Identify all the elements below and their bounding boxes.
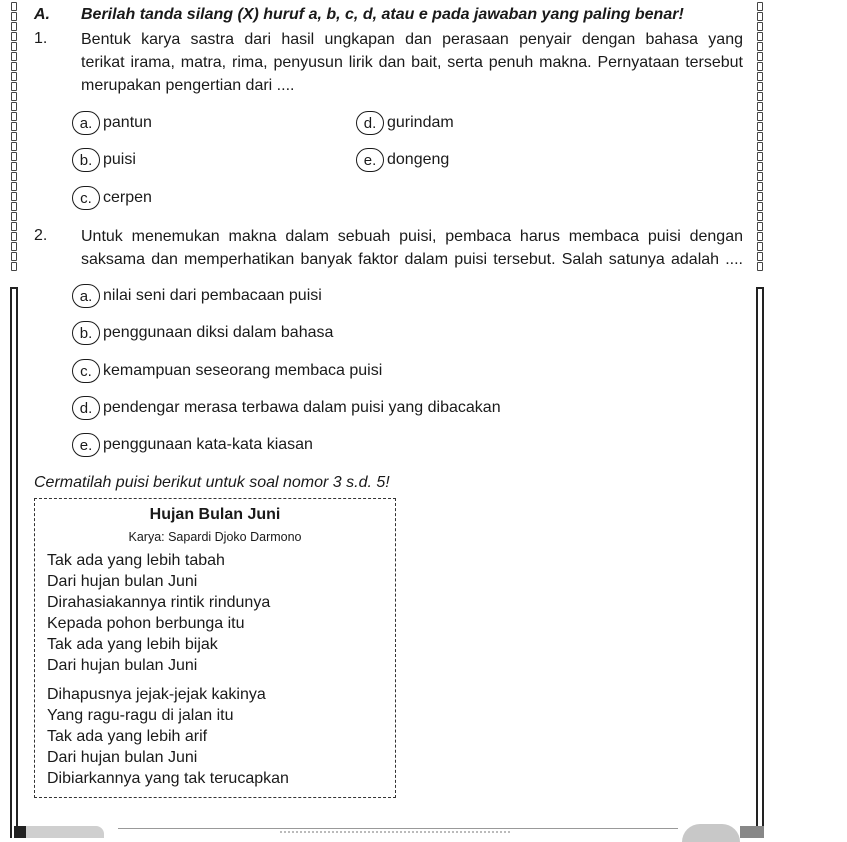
binder-link: [757, 102, 763, 111]
binder-link: [757, 72, 763, 81]
option-label: penggunaan diksi dalam bahasa: [103, 324, 334, 341]
binder-link: [757, 52, 763, 61]
poem-line: Dari hujan bulan Juni: [47, 573, 198, 590]
poem-intro: Cermatilah puisi berikut untuk soal nomor 3 s.d. 5!: [34, 474, 390, 491]
option-label: pendengar merasa terbawa dalam puisi yang dibacakan: [103, 399, 501, 416]
question-number: 1.: [34, 30, 48, 47]
binder-link: [11, 32, 17, 41]
binder-link: [11, 142, 17, 151]
binder-link: [757, 192, 763, 201]
binder-bar: [756, 287, 764, 838]
footer-mark: [14, 826, 26, 838]
option-label: pantun: [103, 114, 152, 131]
poem-author: Karya: Sapardi Djoko Darmono: [128, 530, 302, 544]
poem-line: Dihapusnya jejak-jejak kakinya: [47, 686, 266, 703]
binder-link: [11, 102, 17, 111]
option-letter-circle[interactable]: d.: [356, 111, 384, 135]
option-label: dongeng: [387, 151, 450, 168]
answer-option[interactable]: [356, 110, 454, 136]
footer-tab: [14, 826, 104, 838]
binder-link: [11, 122, 17, 131]
binder-link: [757, 162, 763, 171]
option-label: gurindam: [387, 114, 454, 131]
option-letter-circle[interactable]: d.: [72, 396, 100, 420]
binder-link: [11, 92, 17, 101]
question-number: 2.: [34, 227, 48, 244]
binder-link: [11, 22, 17, 31]
answer-option[interactable]: [72, 110, 152, 136]
option-letter-circle[interactable]: c.: [72, 359, 100, 383]
answer-option[interactable]: [72, 395, 501, 421]
binder-link: [11, 152, 17, 161]
section-letter: A.: [34, 6, 50, 23]
binder-link: [11, 222, 17, 231]
poem-line: Dari hujan bulan Juni: [47, 657, 198, 674]
poem-line: Yang ragu-ragu di jalan itu: [47, 707, 234, 724]
answer-option[interactable]: [72, 147, 136, 173]
binder-link: [11, 252, 17, 261]
option-letter-circle[interactable]: c.: [72, 186, 100, 210]
binder-link: [757, 182, 763, 191]
poem-title: Hujan Bulan Juni: [149, 506, 281, 523]
footer-square: [740, 826, 764, 838]
option-label: cerpen: [103, 189, 152, 206]
binder-link: [757, 242, 763, 251]
binder-link: [11, 132, 17, 141]
binder-link: [757, 2, 763, 11]
poem-line: Kepada pohon berbunga itu: [47, 615, 245, 632]
footer-dots: [280, 831, 510, 833]
section-instruction: Berilah tanda silang (X) huruf a, b, c, d, atau e pada jawaban yang paling benar!: [81, 6, 684, 23]
binder-link: [11, 12, 17, 21]
option-label: kemampuan seseorang membaca puisi: [103, 362, 383, 379]
binder-link: [757, 222, 763, 231]
binder-link: [757, 262, 763, 271]
answer-option[interactable]: [72, 283, 322, 309]
binder-link: [11, 202, 17, 211]
option-letter-circle[interactable]: e.: [356, 148, 384, 172]
binder-link: [757, 252, 763, 261]
binder-link: [757, 132, 763, 141]
binder-link: [11, 242, 17, 251]
question-text-line: terikat irama, matra, rima, penyusun lirik dan bait, serta penuh makna. Pernyataan tersebut: [81, 54, 743, 71]
binder-link: [11, 72, 17, 81]
binder-link: [11, 42, 17, 51]
question-text-line: merupakan pengertian dari ....: [81, 77, 295, 94]
poem-line: Dirahasiakannya rintik rindunya: [47, 594, 271, 611]
binder-link: [11, 212, 17, 221]
binder-link: [757, 82, 763, 91]
binder-link: [11, 172, 17, 181]
answer-option[interactable]: [72, 358, 382, 384]
binder-link: [757, 92, 763, 101]
footer-oval: [682, 824, 740, 842]
binder-link: [757, 12, 763, 21]
option-letter-circle[interactable]: b.: [72, 321, 100, 345]
option-letter-circle[interactable]: a.: [72, 111, 100, 135]
binder-link: [11, 232, 17, 241]
binder-chain: [10, 0, 18, 270]
binder-link: [11, 112, 17, 121]
binder-link: [757, 152, 763, 161]
poem-box: [34, 498, 396, 798]
answer-option[interactable]: [356, 147, 449, 173]
poem-line: Dibiarkannya yang tak terucapkan: [47, 770, 289, 787]
answer-option[interactable]: [72, 432, 313, 458]
option-label: nilai seni dari pembacaan puisi: [103, 287, 322, 304]
binder-link: [757, 122, 763, 131]
binder-link: [11, 162, 17, 171]
binder-link: [757, 62, 763, 71]
option-letter-circle[interactable]: a.: [72, 284, 100, 308]
poem-line: Tak ada yang lebih arif: [47, 728, 208, 745]
answer-option[interactable]: [72, 320, 333, 346]
binder-link: [757, 112, 763, 121]
question-text-line: Untuk menemukan makna dalam sebuah puisi, pembaca harus membaca puisi dengan: [81, 228, 743, 245]
binder-link: [11, 62, 17, 71]
option-label: penggunaan kata-kata kiasan: [103, 436, 313, 453]
answer-option[interactable]: [72, 185, 152, 211]
binder-link: [11, 2, 17, 11]
binder-link: [11, 192, 17, 201]
binder-bar: [10, 287, 18, 838]
binder-link: [11, 52, 17, 61]
binder-chain: [756, 0, 764, 270]
binder-link: [757, 232, 763, 241]
binder-link: [757, 22, 763, 31]
binder-link: [757, 202, 763, 211]
binder-link: [11, 262, 17, 271]
binder-link: [757, 172, 763, 181]
binder-link: [757, 142, 763, 151]
binder-link: [757, 32, 763, 41]
binder-link: [11, 82, 17, 91]
option-letter-circle[interactable]: b.: [72, 148, 100, 172]
question-text-line: saksama dan memperhatikan banyak faktor dalam puisi tersebut. Salah satunya adalah ....: [81, 251, 743, 268]
poem-line: Dari hujan bulan Juni: [47, 749, 198, 766]
binder-link: [11, 182, 17, 191]
question-text-line: Bentuk karya sastra dari hasil ungkapan dan perasaan penyair dengan bahasa yang: [81, 31, 743, 48]
binder-link: [757, 212, 763, 221]
poem-line: Tak ada yang lebih tabah: [47, 552, 225, 569]
poem-line: Tak ada yang lebih bijak: [47, 636, 218, 653]
option-letter-circle[interactable]: e.: [72, 433, 100, 457]
binder-link: [757, 42, 763, 51]
option-label: puisi: [103, 151, 136, 168]
footer-divider: [118, 828, 678, 829]
